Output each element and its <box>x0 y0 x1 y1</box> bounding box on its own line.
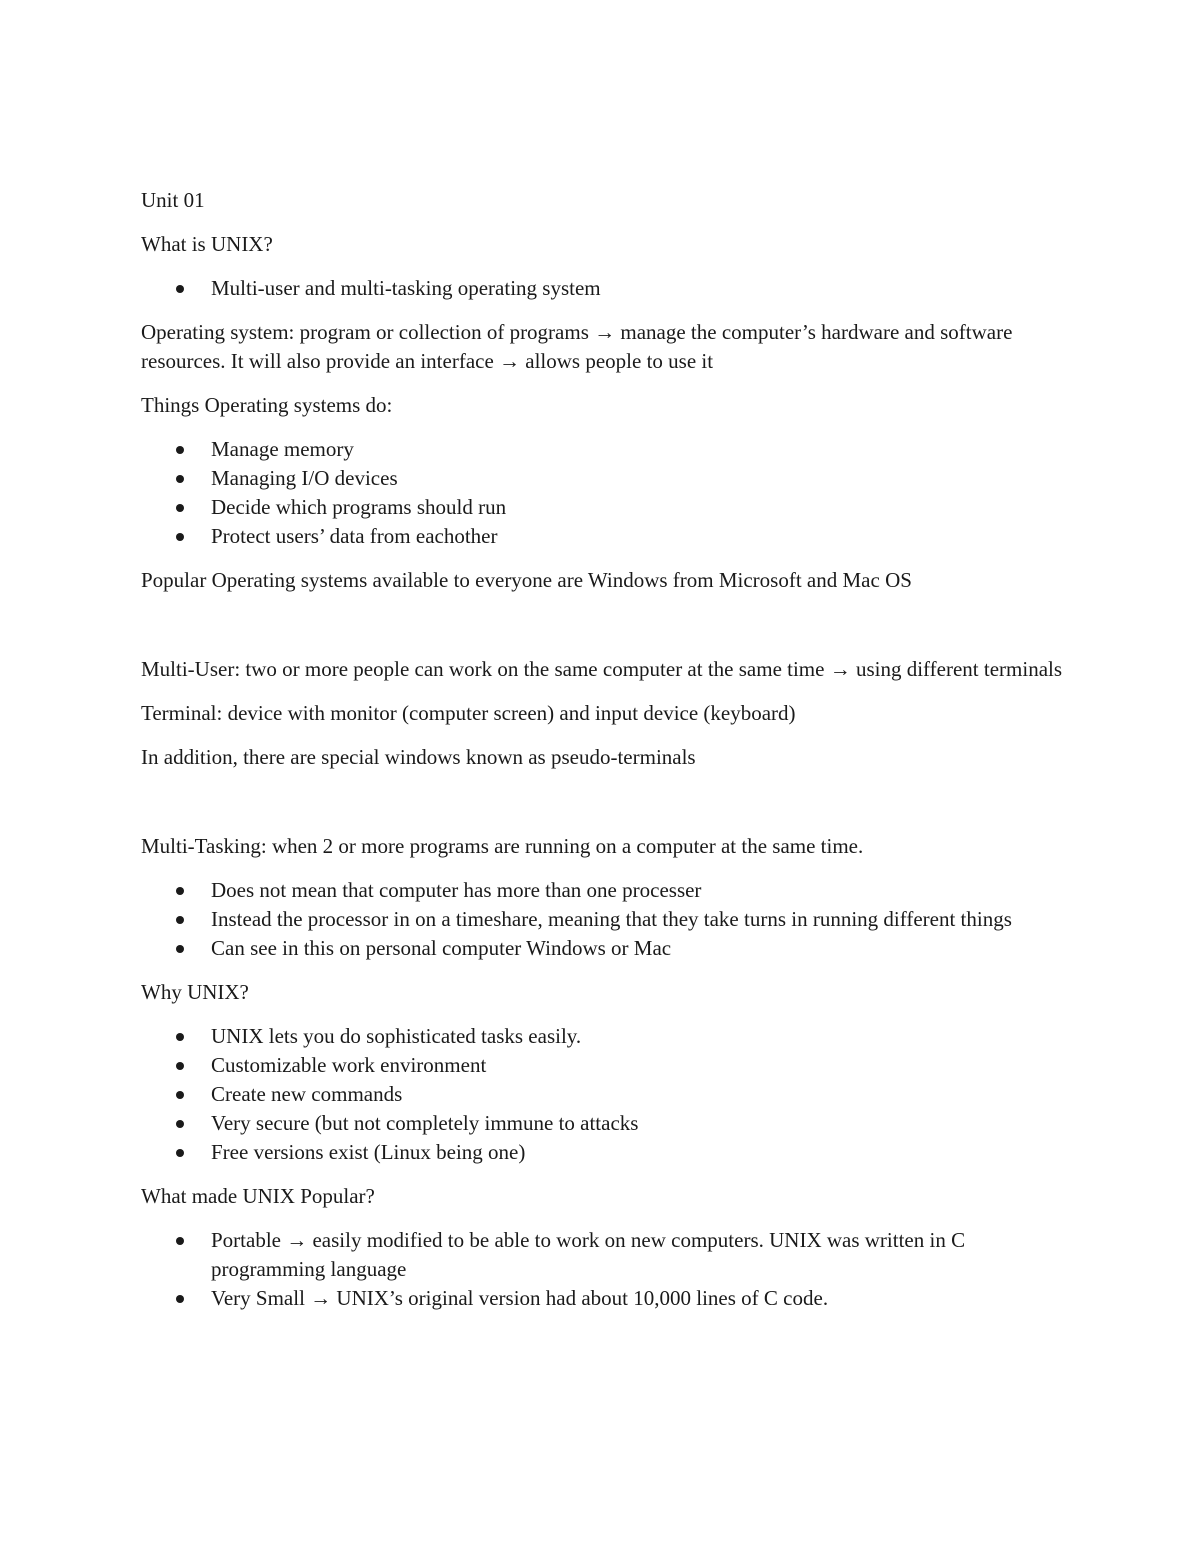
list-item: Instead the processor in on a timeshare, meaning that they take turns in running different things <box>141 905 1071 934</box>
list-item: Protect users’ data from eachother <box>141 522 1071 551</box>
bullet-list-what-is-unix <box>141 274 1071 303</box>
document-body <box>141 186 1071 1328</box>
list-item: Very secure (but not completely immune to attacks <box>141 1109 1071 1138</box>
section-heading-multi-tasking: Multi-Tasking: when 2 or more programs are running on a computer at the same time. <box>141 834 864 858</box>
list-item: Decide which programs should run <box>141 493 1071 522</box>
bullet-list-unix-popular <box>141 1226 1071 1313</box>
bullet-list-things-os-do <box>141 435 1071 551</box>
paragraph-os-definition: Operating system: program or collection of programs → manage the computer’s hardware and software resources. It will also provide an interface → allows people to use it <box>141 320 1013 373</box>
list-item: Create new commands <box>141 1080 1071 1109</box>
list-item: Managing I/O devices <box>141 464 1071 493</box>
paragraph-pseudo-terminals: In addition, there are special windows known as pseudo-terminals <box>141 745 696 769</box>
list-item: Free versions exist (Linux being one) <box>141 1138 1071 1167</box>
list-item: Portable → easily modified to be able to work on new computers. UNIX was written in C programming language <box>141 1226 1071 1284</box>
paragraph-multi-user: Multi-User: two or more people can work on the same computer at the same time → using different terminals <box>141 657 1063 681</box>
list-item: Can see in this on personal computer Windows or Mac <box>141 934 1071 963</box>
list-item: Does not mean that computer has more than one processer <box>141 876 1071 905</box>
section-heading-what-is-unix: What is UNIX? <box>141 232 273 256</box>
list-item: UNIX lets you do sophisticated tasks easily. <box>141 1022 1071 1051</box>
spacer <box>141 610 1071 655</box>
section-heading-things-os-do: Things Operating systems do: <box>141 393 393 417</box>
paragraph-terminal: Terminal: device with monitor (computer screen) and input device (keyboard) <box>141 701 796 725</box>
bullet-list-multi-tasking <box>141 876 1071 963</box>
unit-title: Unit 01 <box>141 188 205 212</box>
list-item: Very Small → UNIX’s original version had about 10,000 lines of C code. <box>141 1284 1071 1313</box>
list-item: Multi-user and multi-tasking operating system <box>141 274 1071 303</box>
paragraph-popular-os: Popular Operating systems available to everyone are Windows from Microsoft and Mac OS <box>141 568 912 592</box>
section-heading-why-unix: Why UNIX? <box>141 980 249 1004</box>
spacer <box>141 787 1071 832</box>
bullet-list-why-unix <box>141 1022 1071 1167</box>
list-item: Customizable work environment <box>141 1051 1071 1080</box>
list-item: Manage memory <box>141 435 1071 464</box>
section-heading-unix-popular: What made UNIX Popular? <box>141 1184 375 1208</box>
